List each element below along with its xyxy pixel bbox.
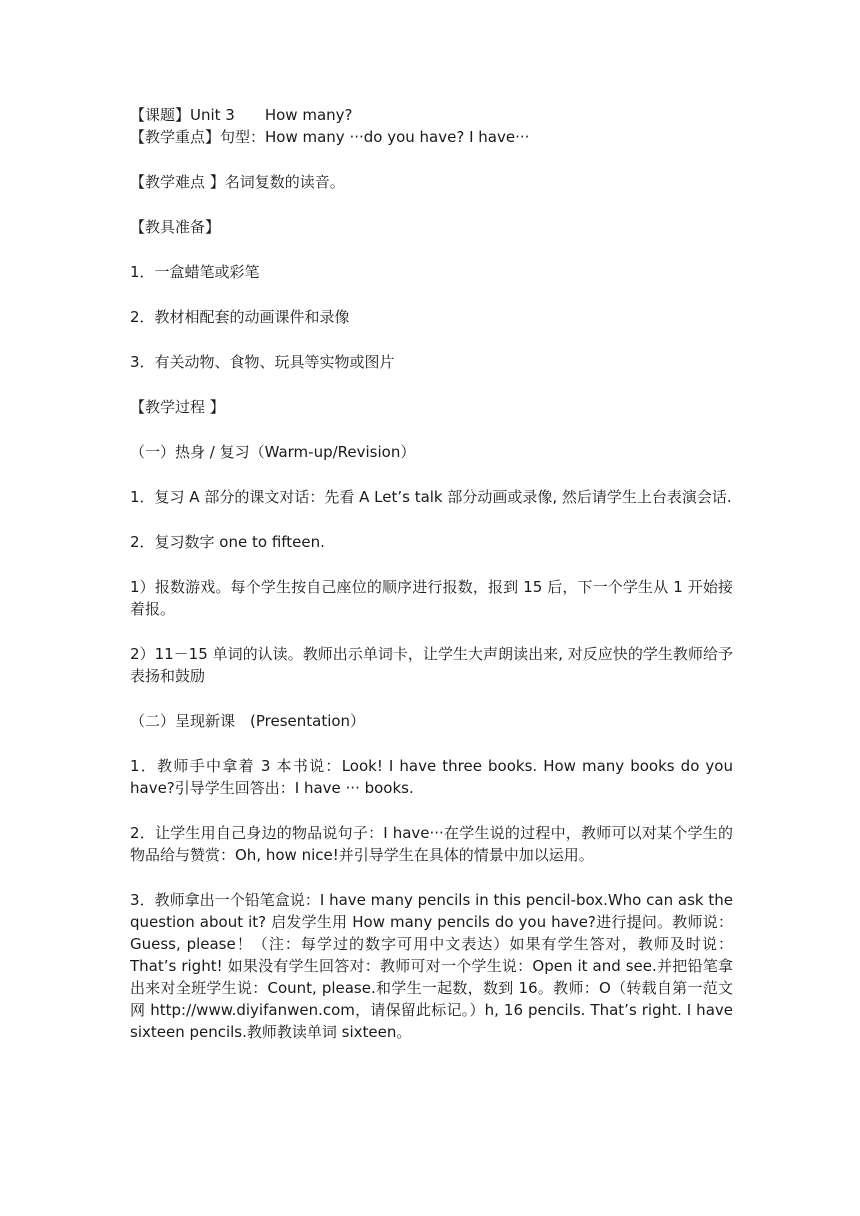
teaching-difficulty: 【教学难点 】名词复数的读音。 <box>130 173 345 191</box>
presentation-step-1: 1．教师手中拿着 3 本书说：Look! I have three books. How many books do you have?引导学生回答出：I have ··· books. <box>130 757 733 797</box>
teaching-focus: 【教学重点】句型：How many ···do you have? I have··· <box>130 128 530 146</box>
presentation-step-3: 3．教师拿出一个铅笔盒说：I have many pencils in this pencil-box.Who can ask the question about it? 启发学生用 How many pencils do you have?进行提问。教师说：Guess, please！（注：每学过的数字可用中文表达）如果有学生答对，教师及时说：That’s right! 如果没有学生回答对：教师可对一个学生说：Open it and see.并把铅笔拿出来对全班学生说：Count, please.和学生一起数，数到 16。教师：O（转载自第一范文网 http://www.diyifanwen.com，请保留此标记。）h, 16 pencils. That’s right. I have sixteen pencils.教师教读单词 sixteen。 <box>130 891 733 1041</box>
warmup-step-2: 2．复习数字 one to fifteen. <box>130 533 325 551</box>
warmup-activity-1: 1）报数游戏。每个学生按自己座位的顺序进行报数，报到 15 后，下一个学生从 1 开始接着报。 <box>130 578 733 618</box>
section-heading-warmup: （一）热身 / 复习（Warm-up/Revision） <box>130 443 416 461</box>
process-heading: 【教学过程 】 <box>130 398 225 416</box>
materials-heading: 【教具准备】 <box>130 218 221 236</box>
warmup-activity-2: 2）11－15 单词的认读。教师出示单词卡，让学生大声朗读出来, 对反应快的学生教师给予表扬和鼓励 <box>130 645 733 685</box>
material-item-2: 2．教材相配套的动画课件和录像 <box>130 308 350 326</box>
document-body <box>130 104 733 1043</box>
lesson-title: 【课题】Unit 3 How many? <box>130 106 353 124</box>
section-heading-presentation: （二）呈现新课 (Presentation） <box>130 712 366 730</box>
material-item-3: 3．有关动物、食物、玩具等实物或图片 <box>130 353 395 371</box>
presentation-step-2: 2．让学生用自己身边的物品说句子：I have···在学生说的过程中，教师可以对某个学生的物品给与赞赏：Oh, how nice!并引导学生在具体的情景中加以运用。 <box>130 824 733 864</box>
material-item-1: 1．一盒蜡笔或彩笔 <box>130 263 260 281</box>
warmup-step-1: 1．复习 A 部分的课文对话：先看 A Let’s talk 部分动画或录像, 然后请学生上台表演会话. <box>130 488 732 506</box>
